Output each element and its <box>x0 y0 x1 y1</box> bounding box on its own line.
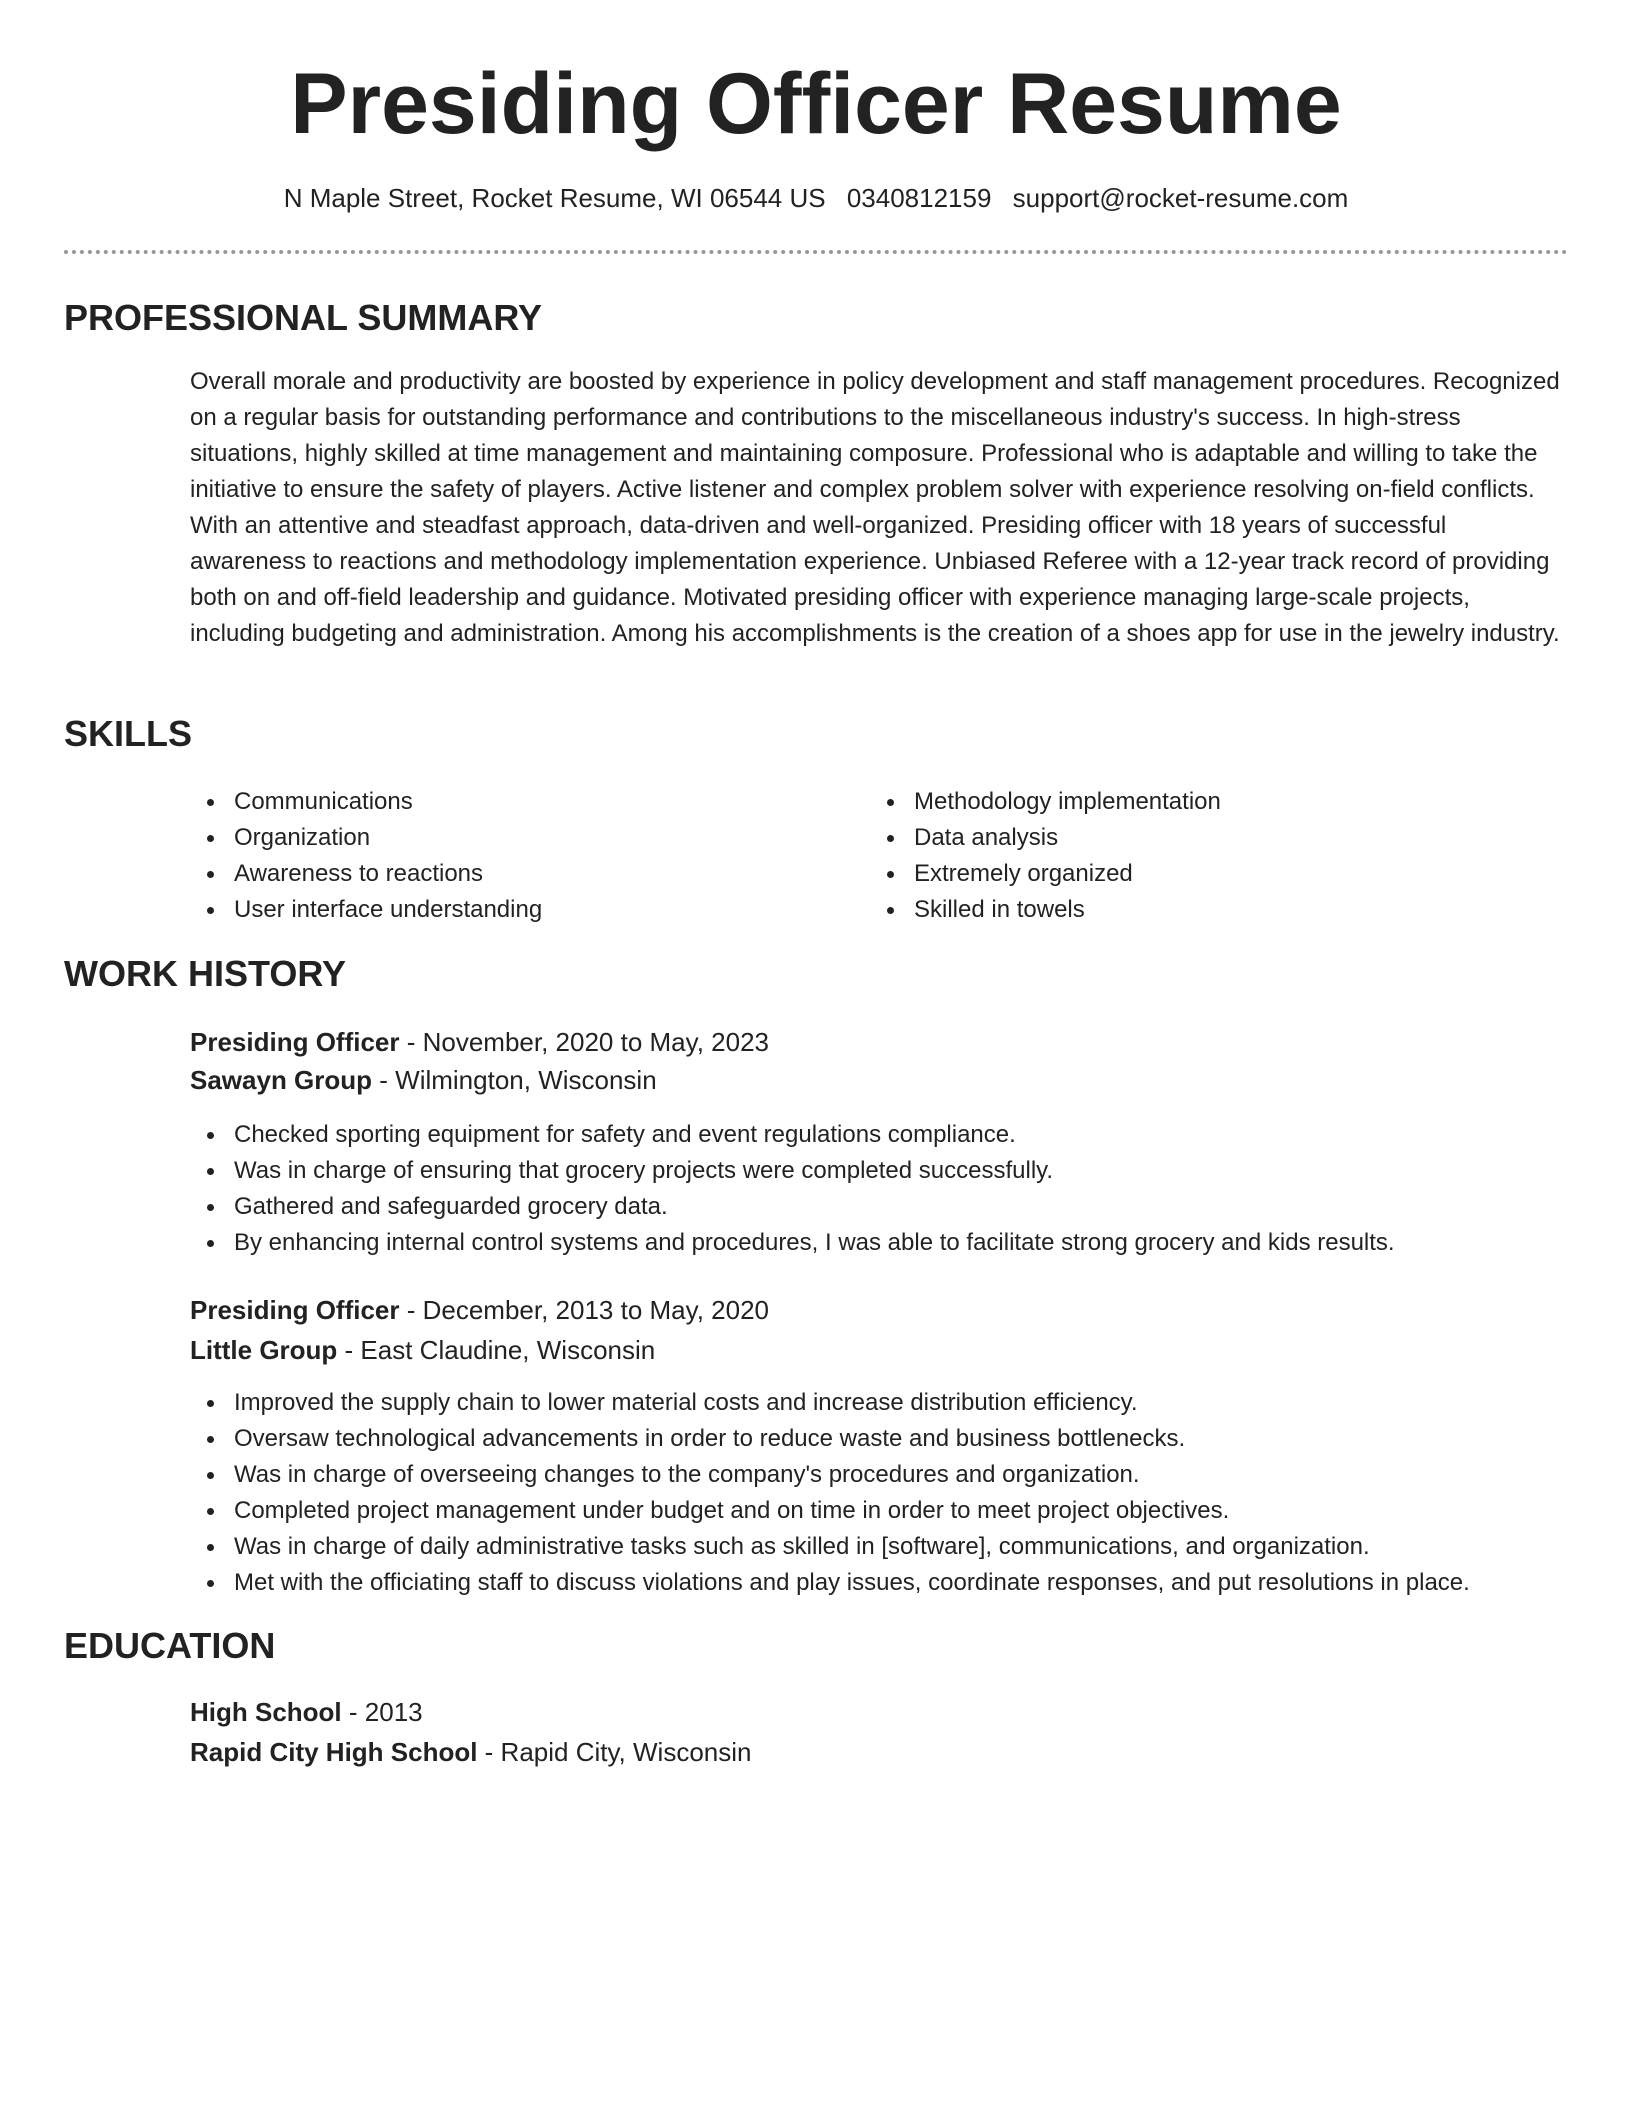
skill-item: Methodology implementation <box>870 784 1510 820</box>
job-company: Sawayn Group <box>190 1065 373 1095</box>
skill-item: Awareness to reactions <box>190 856 830 892</box>
duty-item: Completed project management under budget and on time in order to meet project objectives. <box>190 1493 1580 1529</box>
duty-item: Gathered and safeguarded grocery data. <box>190 1189 1580 1225</box>
resume-title: Presiding Officer Resume <box>290 56 1342 152</box>
skills-column-left <box>190 784 830 928</box>
skills-column-right <box>870 784 1510 928</box>
job-duties <box>190 1117 1580 1261</box>
skill-item: Communications <box>190 784 830 820</box>
job-dates: - December, 2013 to May, 2020 <box>399 1295 769 1325</box>
skill-item: Skilled in towels <box>870 892 1510 928</box>
duty-item: Met with the officiating staff to discuss violations and play issues, coordinate responses, and put resolutions in place. <box>190 1565 1580 1601</box>
education-year: - 2013 <box>341 1697 423 1727</box>
job-company-line <box>190 1330 655 1370</box>
contact-address: N Maple Street, Rocket Resume, WI 06544 US <box>283 183 826 213</box>
job-title-line <box>190 1022 769 1062</box>
job-location: - East Claudine, Wisconsin <box>337 1335 656 1365</box>
skill-item: Extremely organized <box>870 856 1510 892</box>
skill-item: Data analysis <box>870 820 1510 856</box>
skills-list-right <box>870 784 1510 928</box>
job-duties <box>190 1385 1580 1601</box>
contact-email: support@rocket-resume.com <box>1012 183 1349 213</box>
duty-item: Was in charge of daily administrative tasks such as skilled in [software], communications, and organization. <box>190 1529 1580 1565</box>
job-duties-list <box>190 1117 1580 1261</box>
work-history-heading: WORK HISTORY <box>64 953 347 994</box>
education-school-line <box>190 1732 751 1772</box>
duty-item: Oversaw technological advancements in order to reduce waste and business bottlenecks. <box>190 1421 1580 1457</box>
education-degree: High School <box>190 1697 342 1727</box>
duty-item: Checked sporting equipment for safety and event regulations compliance. <box>190 1117 1580 1153</box>
duty-item: Was in charge of ensuring that grocery projects were completed successfully. <box>190 1153 1580 1189</box>
summary-heading: PROFESSIONAL SUMMARY <box>64 297 543 338</box>
header-divider <box>64 250 1568 254</box>
skills-heading: SKILLS <box>64 713 193 754</box>
job-title-line <box>190 1290 769 1330</box>
job-title: Presiding Officer <box>190 1027 400 1057</box>
education-location: - Rapid City, Wisconsin <box>477 1737 752 1767</box>
duty-item: Improved the supply chain to lower material costs and increase distribution efficiency. <box>190 1385 1580 1421</box>
education-school: Rapid City High School <box>190 1737 478 1767</box>
skills-list-left <box>190 784 830 928</box>
job-duties-list <box>190 1385 1580 1601</box>
job-company-line <box>190 1060 657 1100</box>
duty-item: Was in charge of overseeing changes to the company's procedures and organization. <box>190 1457 1580 1493</box>
contact-line <box>0 180 1632 216</box>
education-degree-line <box>190 1692 423 1732</box>
job-company: Little Group <box>190 1335 338 1365</box>
duty-item: By enhancing internal control systems and procedures, I was able to facilitate strong grocery and kids results. <box>190 1225 1580 1261</box>
job-dates: - November, 2020 to May, 2023 <box>399 1027 769 1057</box>
education-heading: EDUCATION <box>64 1625 276 1666</box>
summary-text: Overall morale and productivity are boosted by experience in policy development and staff management procedures. Recognized on a regular basis for outstanding performance and contributions to the miscellaneous industry's success. In high-stress situations, highly skilled at time management and maintaining composure. Professional who is adaptable and willing to take the initiative to ensure the safety of players. Active listener and complex problem solver with experience resolving on-field conflicts. With an attentive and steadfast approach, data-driven and well-organized. Presiding officer with 18 years of successful awareness to reactions and methodology implementation experience. Unbiased Referee with a 12-year track record of providing both on and off-field leadership and guidance. Motivated presiding officer with experience managing large-scale projects, including budgeting and administration. Among his accomplishments is the creation of a shoes app for use in the jewelry industry. <box>190 368 1560 647</box>
skill-item: Organization <box>190 820 830 856</box>
contact-phone: 0340812159 <box>846 183 992 213</box>
job-title: Presiding Officer <box>190 1295 400 1325</box>
skill-item: User interface understanding <box>190 892 830 928</box>
job-location: - Wilmington, Wisconsin <box>372 1065 657 1095</box>
